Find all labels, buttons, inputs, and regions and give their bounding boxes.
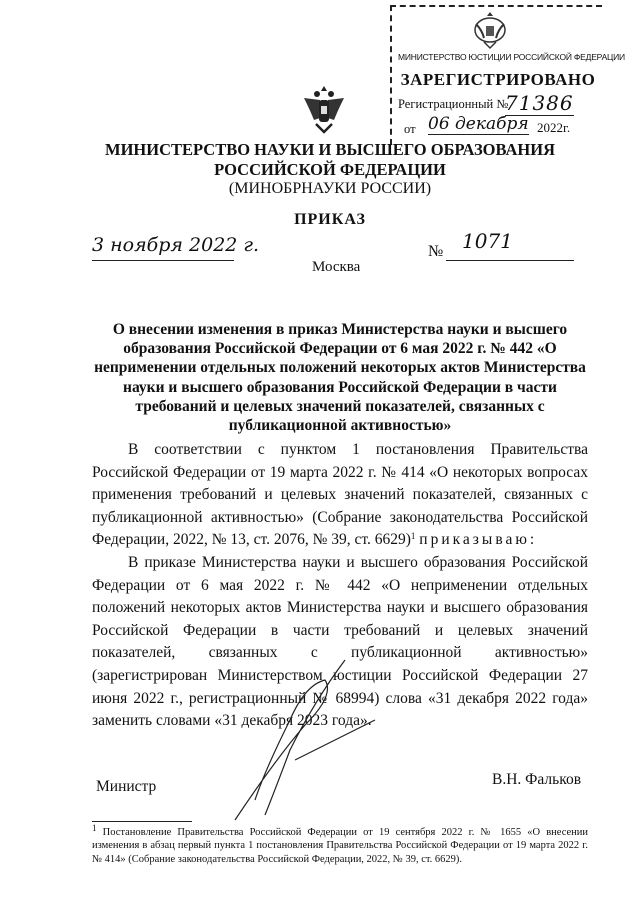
footnote-separator (92, 821, 192, 822)
stamp-reg-number-label: Регистрационный № (398, 97, 509, 111)
order-city: Москва (312, 259, 361, 275)
paragraph-1-text: В соответствии с пунктом 1 постановления Правительства Российской Федерации от 19 марта 2022 г. № 414 «О некоторых вопросах применения требований и целевых значений показателей, связанных с публикационной активностью» (Собрание законодательства Российской Федерации, 2022, № 13, ст. 2076, № 39, ст. 6629) (92, 441, 588, 549)
signatory-name: В.Н. Фальков (492, 771, 582, 788)
footnote-marker: 1 (92, 823, 97, 833)
order-number-sign: № (428, 243, 444, 260)
stamp-eagle-emblem-icon (470, 8, 510, 52)
body-paragraph-1 (92, 439, 588, 552)
order-date-underline (92, 260, 234, 261)
order-date: 3 ноября 2022 г. (92, 234, 260, 256)
stamp-year: 2022г. (537, 120, 571, 135)
footnote (92, 823, 588, 866)
paragraph-2-text: В приказе Министерства науки и высшего образования Российской Федерации от 6 мая 2022 г. № 442 «О неприменении отдельных положений некоторых актов Министерства науки и высшего образования Российской Федерации в части требований и целевых значений показателей, связанных с публикационной активностью» (зарегистрирован Министерством юстиции Российской Федерации 27 июня 2022 г., регистрационный № 68994) слова «31 декабря 2022 года» заменить словами «31 декабря 2023 года». (92, 554, 588, 730)
stamp-reg-number-value: 71386 (505, 91, 574, 115)
stamp-date-value: 06 декабря (428, 114, 529, 134)
stamp-ministry-name: МИНИСТЕРСТВО ЮСТИЦИИ РОССИЙСКОЙ ФЕДЕРАЦИИ (398, 52, 625, 62)
coat-of-arms-icon (300, 84, 348, 136)
order-command: приказываю: (419, 531, 538, 549)
stamp-from-label: от (404, 122, 416, 136)
ministry-name: МИНИСТЕРСТВО НАУКИ И ВЫСШЕГО ОБРАЗОВАНИЯ РОССИЙСКОЙ ФЕДЕРАЦИИ (105, 140, 555, 179)
document-type: ПРИКАЗ (294, 211, 366, 228)
stamp-registered-label: ЗАРЕГИСТРИРОВАНО (400, 70, 596, 89)
order-number-underline (446, 260, 574, 261)
footnote-text: Постановление Правительства Российской Федерации от 19 сентября 2022 г. № 1655 «О внесении изменения в абзац первый пункта 1 постановления Правительства Российской Федерации от 19 марта 2022 г. № 414» (Собрание законодательства Российской Федерации, 2022, № 39, ст. 6629). (92, 827, 588, 865)
order-number: 1071 (462, 229, 513, 253)
signatory-title: Министр (96, 778, 157, 795)
footnote-ref: 1 (410, 531, 416, 542)
order-title: О внесении изменения в приказ Министерства науки и высшего образования Российской Федерации от 6 мая 2022 г. № 442 «О неприменении отдельных положений некоторых актов Министерства науки и высшего образования Российской Федерации в части требований и целевых значений показателей, связанных с публикационной активностью» (94, 321, 586, 435)
handwritten-signature (195, 640, 395, 840)
ministry-short-name: (МИНОБРНАУКИ РОССИИ) (228, 180, 432, 197)
